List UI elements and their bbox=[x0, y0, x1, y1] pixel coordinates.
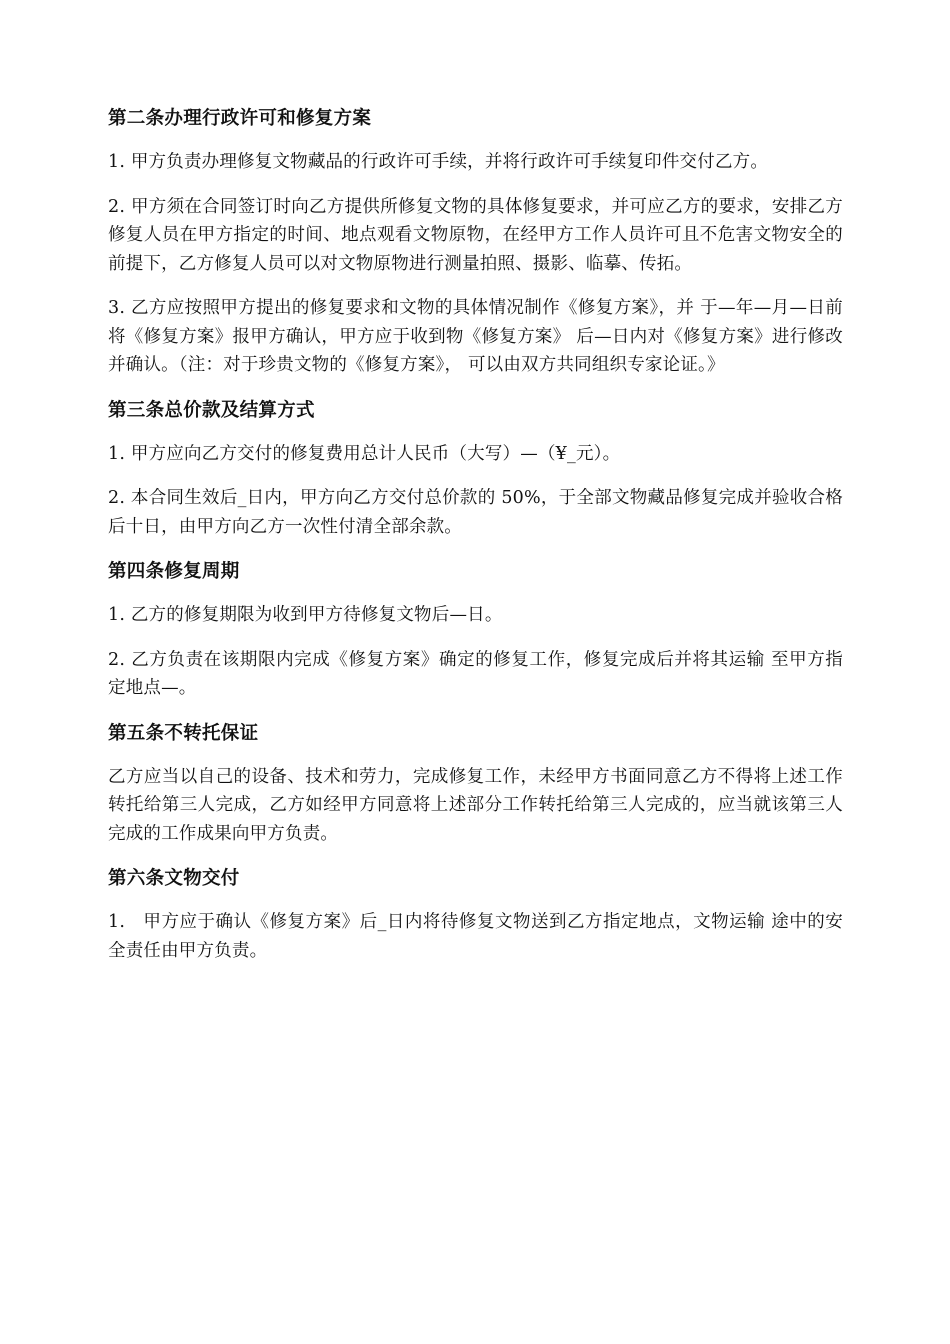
section-article-3 bbox=[108, 396, 843, 542]
document-page bbox=[108, 104, 843, 981]
paragraph: 乙方应当以自己的设备、技术和劳力，完成修复工作，未经甲方书面同意乙方不得将上述工作转托给第三人完成，乙方如经甲方同意将上述部分工作转托给第三人完成的，应当就该第三人完成的工作成果向甲方负责。 bbox=[108, 766, 843, 844]
section-heading: 第三条总价款及结算方式 bbox=[108, 399, 315, 421]
paragraph: 2. 乙方负责在该期限内完成《修复方案》确定的修复工作，修复完成后并将其运输 至甲方指定地点—。 bbox=[108, 649, 843, 698]
section-article-6 bbox=[108, 864, 843, 965]
paragraph: 1. 甲方负责办理修复文物藏品的行政许可手续，并将行政许可手续复印件交付乙方。 bbox=[108, 152, 769, 172]
section-heading: 第六条文物交付 bbox=[108, 868, 240, 889]
paragraph: 1. 甲方应向乙方交付的修复费用总计人民币（大写）—（¥_元）。 bbox=[108, 443, 621, 464]
paragraph: 1. 甲方应于确认《修复方案》后_日内将待修复文物送到乙方指定地点，文物运输 途中的安全责任由甲方负责。 bbox=[108, 912, 843, 961]
paragraph: 2. 本合同生效后_日内，甲方向乙方交付总价款的 50%，于全部文物藏品修复完成并验收合格后十日，由甲方向乙方一次性付清全部余款。 bbox=[108, 488, 843, 537]
paragraph: 3. 乙方应按照甲方提出的修复要求和文物的具体情况制作《修复方案》，并 于—年—月—日前将《修复方案》报甲方确认，甲方应于收到物《修复方案》 后—日内对《修复方案》进行修改并确认。（注：对于珍贵文物的《修复方案》， 可以由双方共同组织专家论证。》 bbox=[108, 298, 843, 375]
section-article-5 bbox=[108, 719, 843, 849]
section-heading: 第四条修复周期 bbox=[108, 561, 240, 582]
section-heading: 第二条办理行政许可和修复方案 bbox=[108, 108, 372, 129]
paragraph: 2. 甲方须在合同签订时向乙方提供所修复文物的具体修复要求，并可应乙方的要求，安排乙方修复人员在甲方指定的时间、地点观看文物原物，在经甲方工作人员许可且不危害文物安全的前提下，乙方修复人员可以对文物原物进行测量拍照、摄影、临摹、传拓。 bbox=[108, 196, 843, 274]
section-heading: 第五条不转托保证 bbox=[108, 722, 259, 744]
section-article-4 bbox=[108, 557, 843, 703]
section-article-2 bbox=[108, 104, 843, 380]
paragraph: 1. 乙方的修复期限为收到甲方待修复文物后—日。 bbox=[108, 605, 503, 625]
